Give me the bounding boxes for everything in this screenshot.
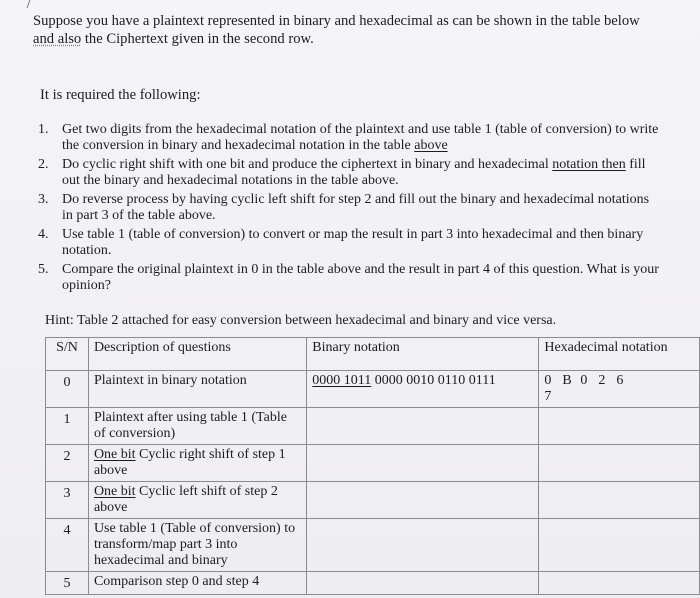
pen-mark	[27, 0, 41, 8]
task-item	[30, 227, 660, 259]
hex-digit: 0	[580, 373, 588, 388]
table-row	[46, 371, 700, 408]
intro-text-b: the Ciphertext given in the second row.	[81, 31, 314, 47]
task-number: 5.	[38, 262, 49, 277]
task-number: 3.	[38, 192, 49, 207]
row-binary-cell	[307, 482, 539, 519]
row-binary-cell	[307, 519, 539, 572]
hex-digit: B	[562, 373, 572, 388]
header-description: Description of questions	[88, 338, 306, 371]
row-hex-cell	[539, 572, 700, 595]
task-number: 4.	[38, 227, 49, 242]
task-text-tail: fill out the binary and hexadecimal notations in the table above.	[62, 157, 646, 188]
task-item	[30, 262, 660, 294]
task-text: Compare the original plaintext in 0 in the table above and the result in part 4 of this question. What is your opinion?	[62, 262, 659, 293]
task-number: 2.	[38, 157, 49, 172]
row-hex-cell	[539, 519, 700, 572]
row-binary-cell	[307, 572, 539, 595]
row-description: Comparison step 0 and step 4	[93, 574, 260, 589]
hint-text: Hint: Table 2 attached for easy conversion between hexadecimal and binary and vice versa.	[45, 313, 557, 328]
table-row	[46, 519, 700, 572]
task-underlined-text: above	[414, 138, 448, 153]
row-description-underlined: One bit	[93, 484, 136, 499]
row-binary-cell	[307, 408, 539, 445]
question-table	[45, 337, 700, 595]
hex-digit: 0	[544, 373, 552, 388]
intro-dotted-text: and also	[33, 31, 82, 47]
hex-digit: 7	[544, 389, 552, 404]
row-description: Use table 1 (Table of conversion) to transform/map part 3 into hexadecimal and binary	[93, 521, 296, 568]
row-description-underlined: One bit	[93, 447, 136, 462]
row-hex-cell	[539, 371, 700, 408]
hex-digit: 6	[616, 373, 624, 388]
task-item	[30, 192, 660, 224]
row-sn: 5	[63, 576, 71, 591]
row-hex-cell	[539, 445, 700, 482]
row-sn: 4	[63, 523, 71, 538]
task-list	[30, 122, 660, 297]
task-item	[30, 122, 660, 154]
table-row	[46, 482, 700, 519]
row-sn: 1	[63, 412, 71, 427]
header-sn: S/N	[46, 338, 89, 371]
task-text: Do cyclic right shift with one bit and produce the ciphertext in binary and hexadecimal	[62, 157, 553, 172]
row-description: Cyclic right shift of step 1 above	[93, 447, 286, 478]
row-hex-cell	[539, 482, 700, 519]
table-row	[46, 408, 700, 445]
required-heading: It is required the following:	[40, 87, 201, 103]
task-underlined-text: notation then	[552, 157, 626, 172]
row-description: Plaintext after using table 1 (Table of conversion)	[93, 410, 287, 441]
row-sn: 2	[63, 449, 71, 464]
row-binary-underlined: 0000 1011	[312, 373, 372, 388]
row-binary-cell	[307, 445, 539, 482]
row-description: Cyclic left shift of step 2 above	[93, 484, 278, 515]
task-text: Use table 1 (table of conversion) to convert or map the result in part 3 into hexadecimal and then binary notation.	[62, 227, 644, 258]
task-text: Do reverse process by having cyclic left shift for step 2 and fill out the binary and hexadecimal notations in part 3 of the table above.	[62, 192, 650, 223]
intro-paragraph	[33, 12, 653, 48]
hex-digit: 2	[598, 373, 606, 388]
task-text: Get two digits from the hexadecimal notation of the plaintext and use table 1 (table of conversion) to write the conversion in binary and hexadecimal notation in the table	[62, 122, 659, 153]
header-binary: Binary notation	[307, 338, 539, 371]
table-header-row	[46, 338, 700, 371]
table-row	[46, 572, 700, 595]
header-hexadecimal: Hexadecimal notation	[539, 338, 700, 371]
task-number: 1.	[38, 122, 49, 137]
row-description: Plaintext in binary notation	[93, 373, 247, 388]
task-item	[30, 157, 660, 189]
intro-text-a: Suppose you have a plaintext represented in binary and hexadecimal as can be shown in the table below	[33, 13, 640, 29]
row-binary: 0000 0010 0110 0111	[371, 373, 496, 388]
row-sn: 3	[63, 486, 71, 501]
row-hex-cell	[539, 408, 700, 445]
table-row	[46, 445, 700, 482]
row-sn: 0	[63, 375, 71, 390]
